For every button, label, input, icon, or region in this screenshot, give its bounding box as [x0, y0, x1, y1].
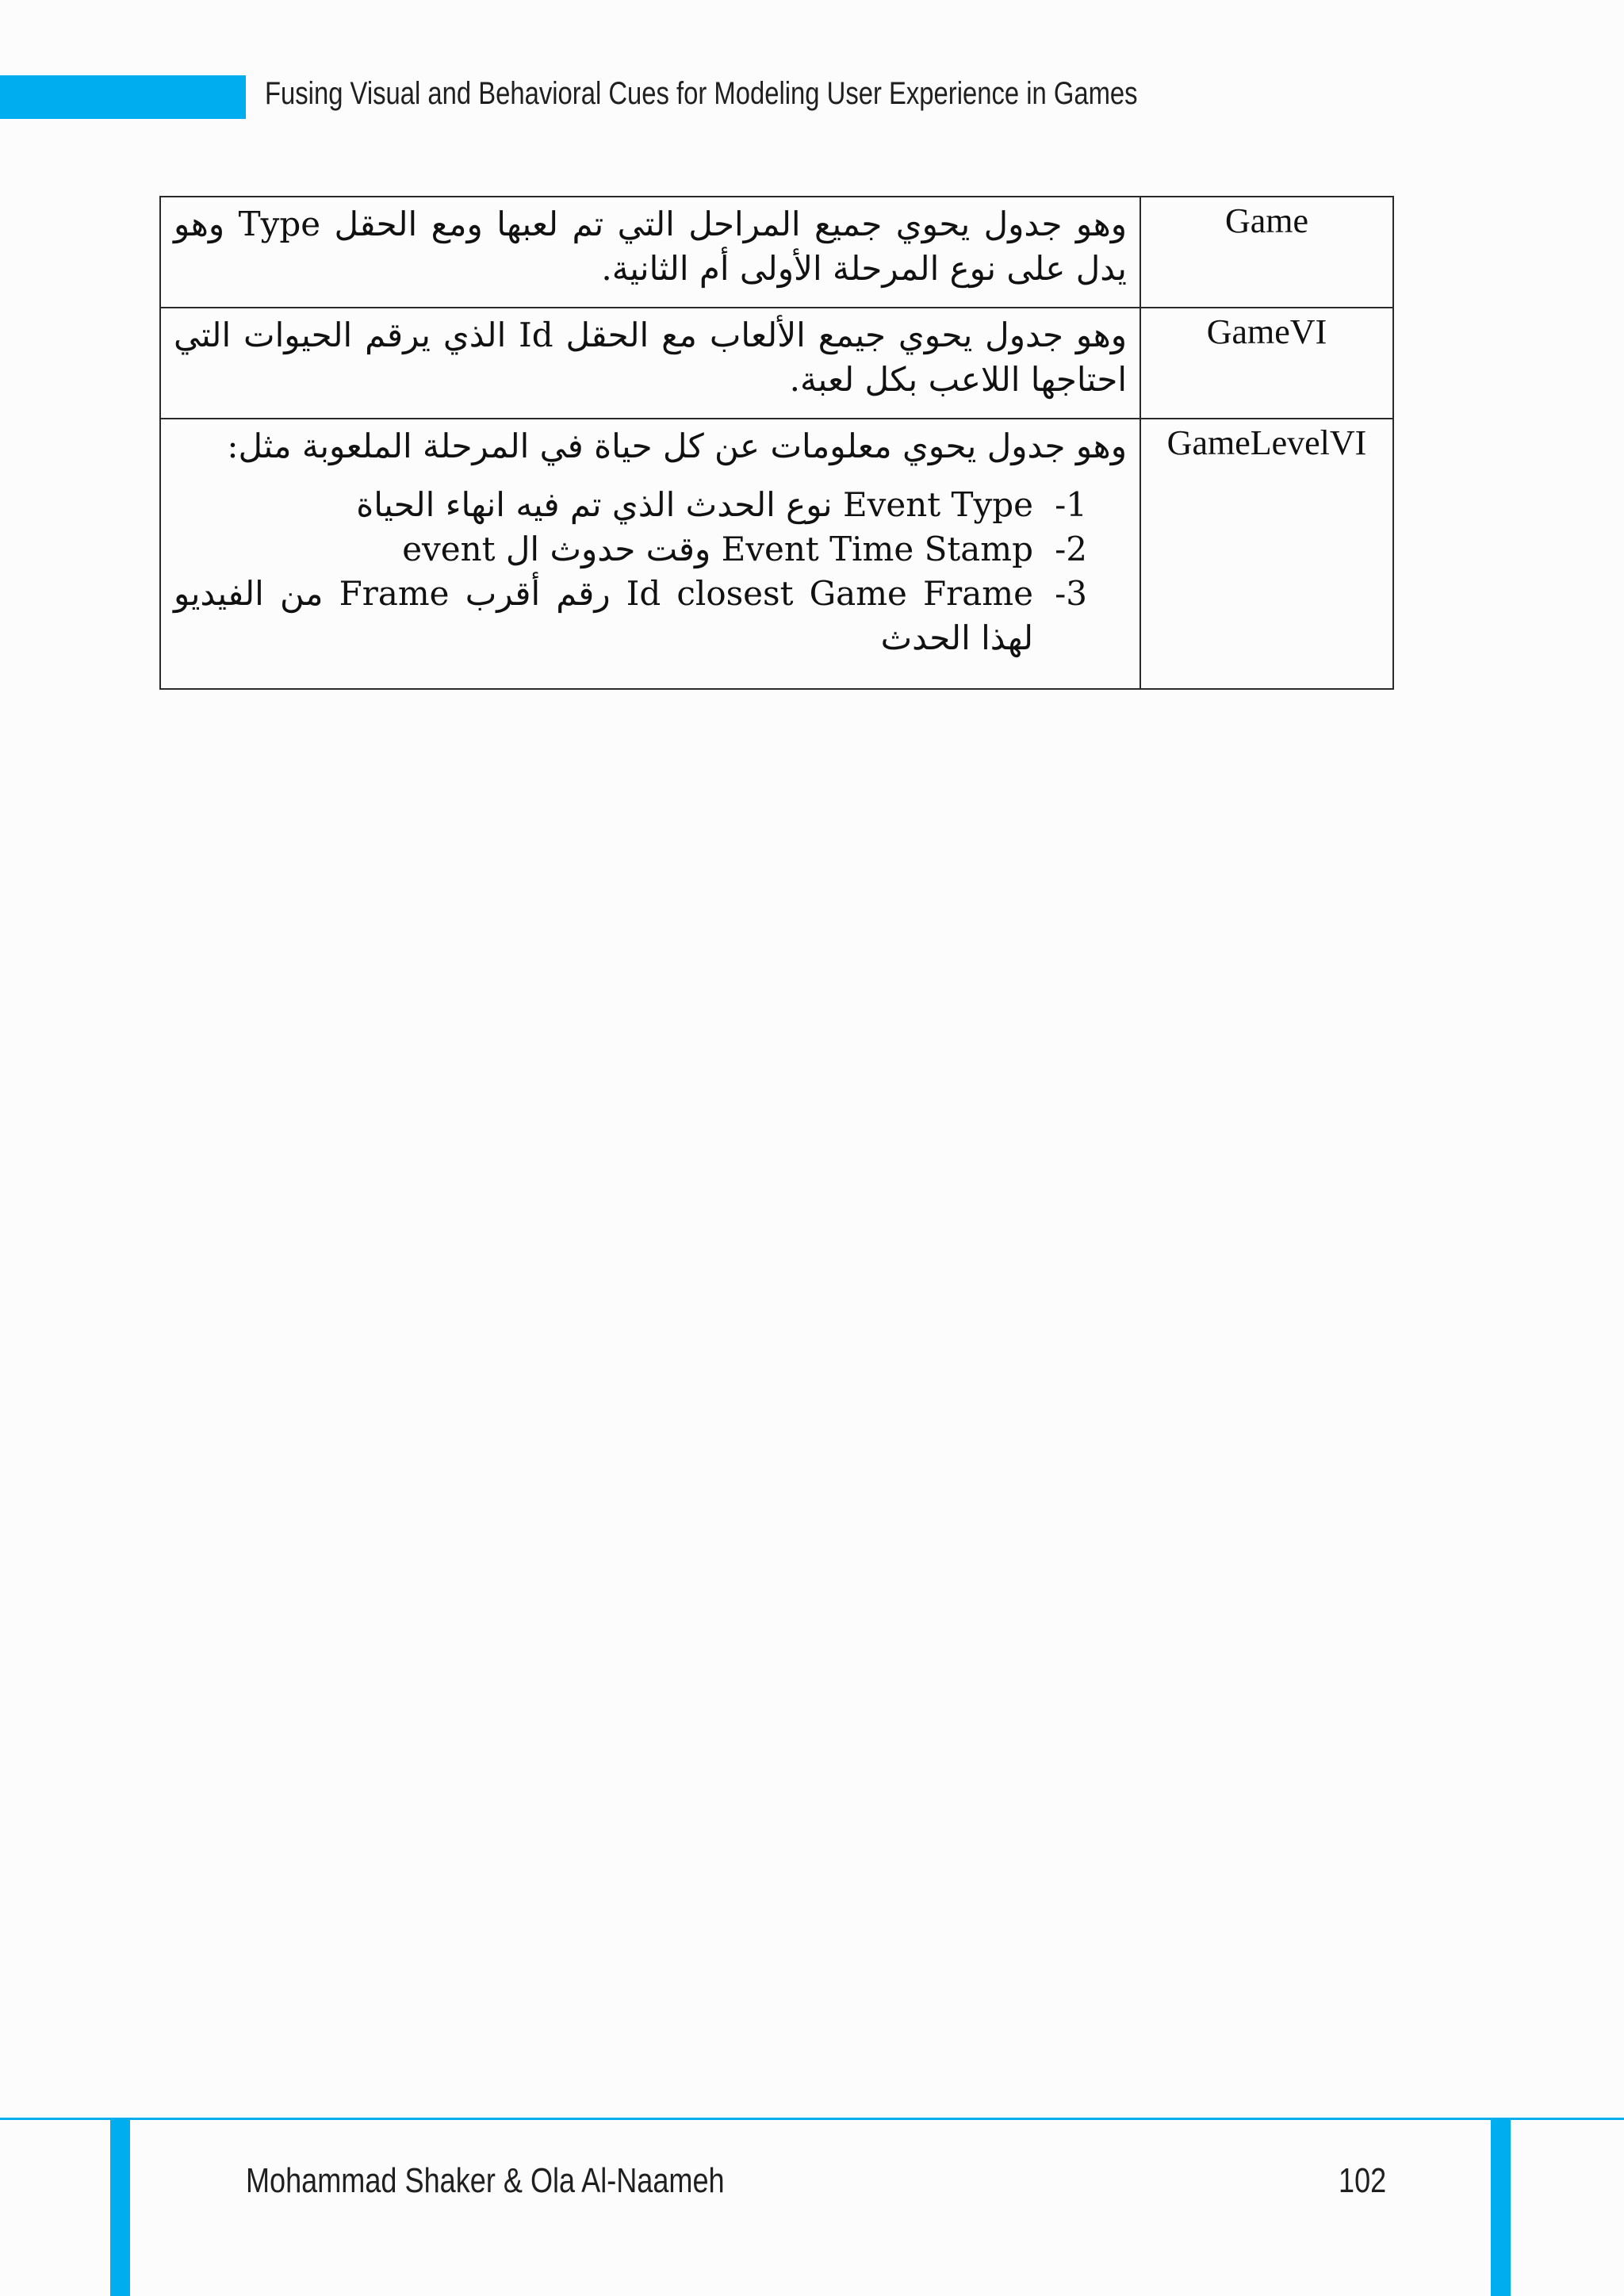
list-item [174, 527, 1087, 572]
page-number: 102 [1339, 2161, 1387, 2200]
footer-authors: Mohammad Shaker & Ola Al-Naameh [246, 2161, 725, 2200]
footer-right-bar [1491, 2120, 1511, 2296]
list-item-number: -3 [1055, 574, 1087, 613]
list-item [174, 572, 1087, 660]
description-cell: وهو جدول يحوي جميع المراحل التي تم لعبها ومع الحقل Type وهو يدل على نوع المرحلة الأولى أم الثانية. [160, 197, 1140, 308]
description-cell: وهو جدول يحوي جيمع الألعاب مع الحقل Id الذي يرقم الحيوات التي احتاجها اللاعب بكل لعبة. [160, 308, 1140, 419]
description-intro: وهو جدول يحوي معلومات عن كل حياة في المرحلة الملعوبة مثل: [227, 427, 1127, 465]
table-name-cell: GameLevelVI [1140, 419, 1393, 689]
footer-rule [0, 2118, 1624, 2120]
footer-left-bar [110, 2120, 130, 2296]
table-row [160, 197, 1393, 308]
list-item-text: Id closest Game Frame رقم أقرب Frame من الفيديو لهذا الحدث [174, 574, 1033, 657]
table-row [160, 308, 1393, 419]
field-list [174, 483, 1087, 660]
list-item-text: Event Type نوع الحدث الذي تم فيه انهاء الحياة [356, 485, 1033, 524]
list-item-number: -1 [1055, 485, 1087, 524]
table-name-cell: Game [1140, 197, 1393, 308]
header-accent-bar [0, 75, 246, 119]
description-cell [160, 419, 1140, 689]
table-row [160, 419, 1393, 689]
running-header-title: Fusing Visual and Behavioral Cues for Modeling User Experience in Games [265, 76, 1138, 111]
list-item-number: -2 [1055, 530, 1087, 568]
table-name-cell: GameVI [1140, 308, 1393, 419]
list-item [174, 483, 1087, 527]
list-item-text: Event Time Stamp وقت حدوث ال event [402, 530, 1033, 568]
database-tables-table [159, 196, 1394, 690]
